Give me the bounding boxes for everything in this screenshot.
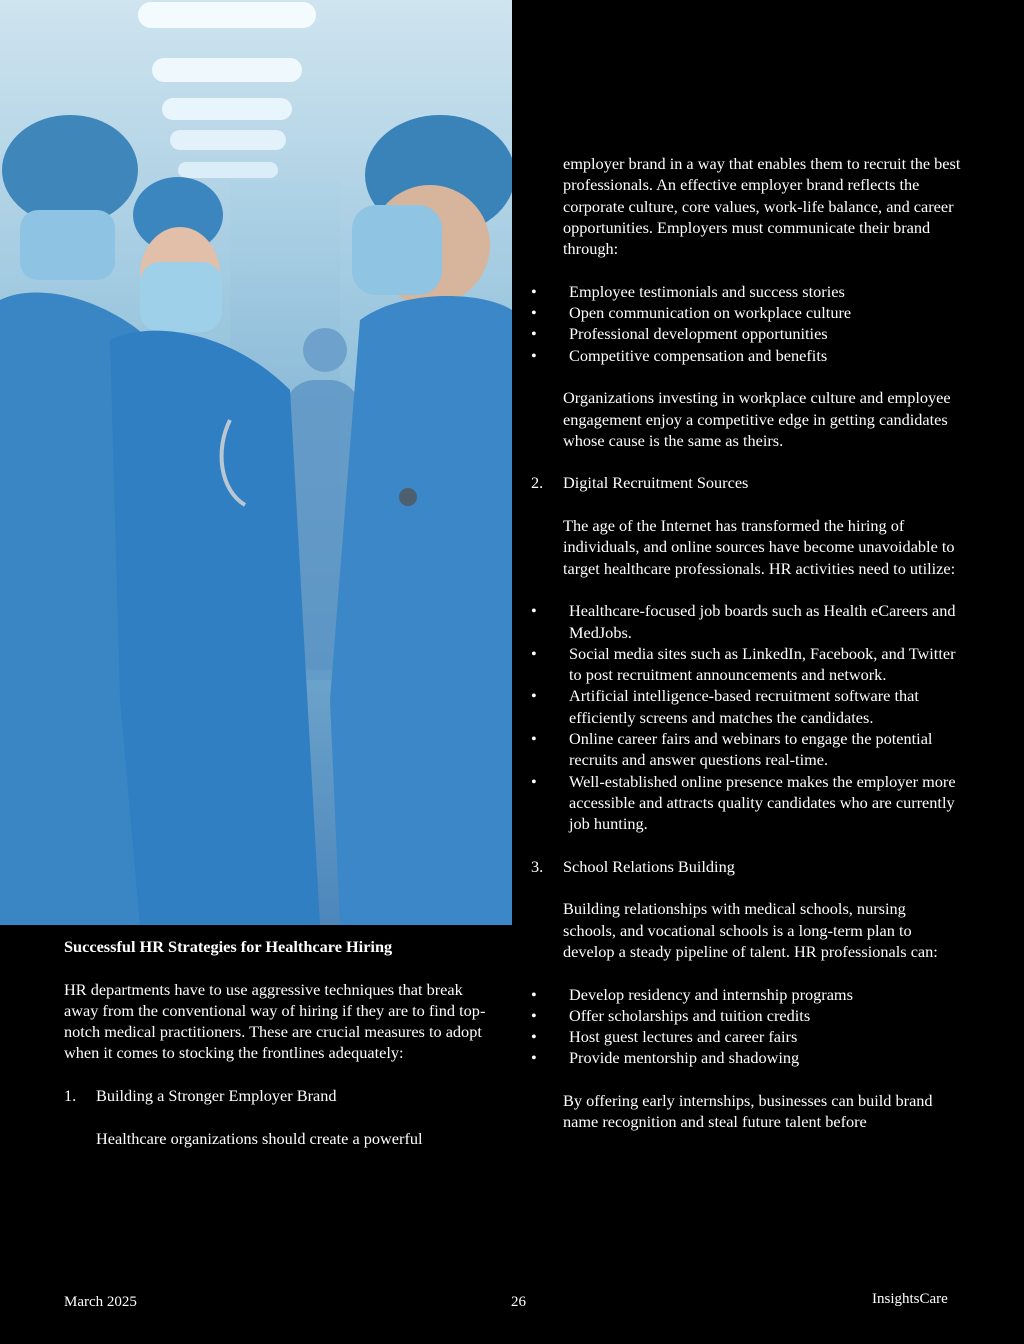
numbered-item-3	[531, 856, 961, 877]
item-title: Digital Recruitment Sources	[563, 473, 749, 493]
footer-brand: InsightsCare	[872, 1291, 948, 1307]
list-item: • Provide mentorship and shadowing	[531, 1047, 961, 1068]
item1-paragraph: Healthcare organizations should create a powerful	[96, 1128, 423, 1148]
school-list	[531, 984, 961, 1069]
brand-list	[531, 281, 961, 366]
list-item: • Offer scholarships and tuition credits	[531, 1005, 961, 1026]
digital-list	[531, 600, 961, 834]
list-item: • Artificial intelligence-based recruitment software that efficiently screens and matches the candidates.	[531, 685, 961, 728]
list-item: • Host guest lectures and career fairs	[531, 1026, 961, 1047]
healthcare-workers-photo	[0, 0, 512, 925]
item-number: 3.	[531, 856, 544, 876]
numbered-item-1	[64, 1085, 494, 1106]
list-item: • Open communication on workplace culture	[531, 302, 961, 323]
list-item: • Employee testimonials and success stories	[531, 281, 961, 302]
list-item: • Well-established online presence makes the employer more accessible and attracts quality candidates who are currently job hunting.	[531, 771, 961, 835]
digital-paragraph: The age of the Internet has transformed the hiring of individuals, and online sources have become unavoidable to target healthcare professionals. HR activities need to utilize:	[563, 516, 956, 578]
list-item: • Online career fairs and webinars to engage the potential recruits and answer questions real-time.	[531, 728, 961, 771]
item-title: Building a Stronger Employer Brand	[96, 1086, 337, 1106]
culture-paragraph: Organizations investing in workplace culture and employee engagement enjoy a competitive edge in getting candidates whose cause is the same as theirs.	[563, 388, 951, 450]
right-column	[531, 153, 961, 1133]
section-heading: Successful HR Strategies for Healthcare Hiring	[64, 937, 393, 956]
left-column	[64, 936, 494, 1149]
item-number: 2.	[531, 473, 544, 493]
list-item: • Social media sites such as LinkedIn, Facebook, and Twitter to post recruitment announcements and network.	[531, 643, 961, 686]
list-item: • Healthcare-focused job boards such as Health eCareers and MedJobs.	[531, 600, 961, 643]
list-item: • Competitive compensation and benefits	[531, 345, 961, 366]
list-item: • Professional development opportunities	[531, 323, 961, 344]
school-paragraph: Building relationships with medical schools, nursing schools, and vocational schools is a long-term plan to develop a steady pipeline of talent. HR professionals can:	[563, 899, 938, 961]
brand-paragraph: employer brand in a way that enables them to recruit the best professionals. An effective employer brand reflects the corporate culture, core values, work-life balance, and career opportunities. Employers must communicate their brand through:	[563, 154, 961, 259]
item-number: 1.	[64, 1086, 77, 1106]
list-item: • Develop residency and internship programs	[531, 984, 961, 1005]
footer-date: March 2025	[64, 1294, 137, 1310]
internship-paragraph: By offering early internships, businesses can build brand name recognition and steal future talent before	[563, 1091, 933, 1132]
numbered-item-2	[531, 472, 961, 493]
intro-paragraph: HR departments have to use aggressive techniques that break away from the conventional way of hiring if they are to find top-notch medical practitioners. These are crucial measures to adopt when it comes to stocking the frontlines adequately:	[64, 979, 486, 1063]
page-number: 26	[511, 1294, 526, 1310]
item-title: School Relations Building	[563, 856, 735, 876]
